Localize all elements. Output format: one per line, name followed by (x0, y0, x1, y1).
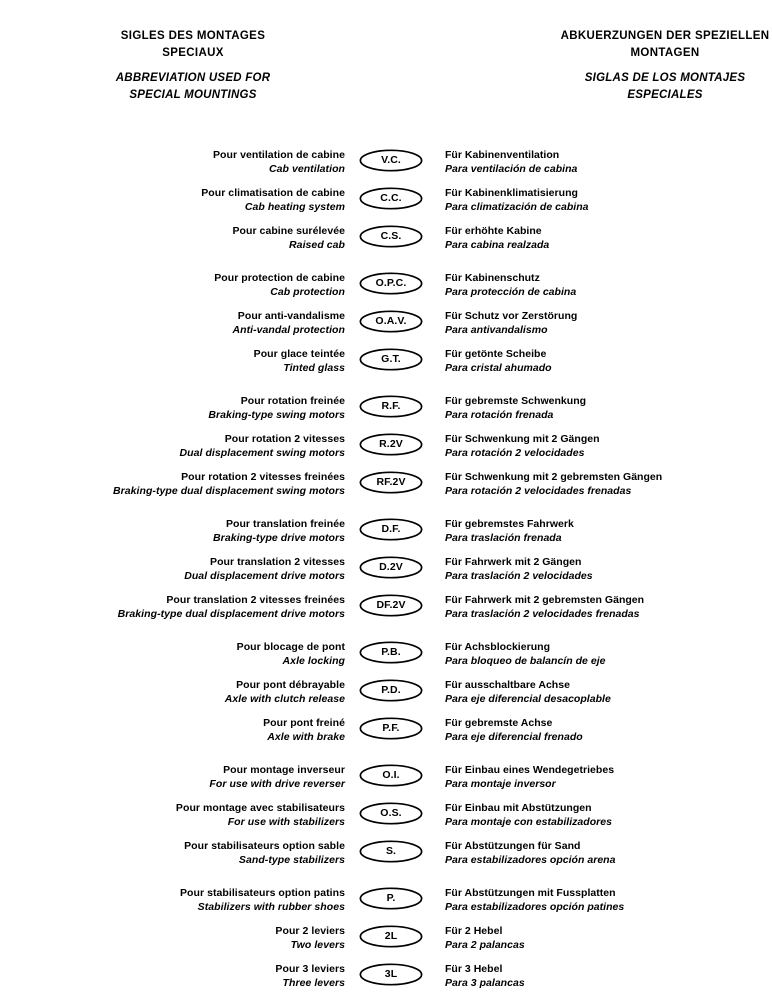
abbreviation-code: P.B. (381, 646, 401, 659)
abbreviation-code: P. (386, 892, 396, 905)
row-text-french: Pour translation freinée (225, 518, 345, 530)
row-source-text-fr-en (0, 271, 345, 299)
row-source-text-de-es (445, 886, 772, 914)
row-source-text-de-es (445, 470, 772, 498)
row-source-text-de-es (445, 801, 772, 829)
row-source-text-fr-en (0, 470, 345, 498)
row-source-text-fr-en (0, 394, 345, 422)
row-text-french: Pour ventilation de cabine (213, 149, 345, 161)
abbreviation-code: R.2V (379, 438, 403, 451)
row-text-german: Für Fahrwerk mit 2 Gängen (445, 556, 582, 568)
row-text-german: Für Schwenkung mit 2 gebremsten Gängen (445, 471, 663, 483)
abbreviation-group (0, 148, 772, 262)
row-text-french: Pour 3 leviers (275, 963, 345, 975)
abbreviation-row (0, 962, 772, 1000)
row-text-spanish: Para rotación frenada (445, 409, 554, 421)
row-source-text-de-es (445, 394, 772, 422)
row-text-english: Axle with brake (267, 731, 345, 743)
row-text-spanish: Para 3 palancas (445, 977, 525, 989)
row-text-spanish: Para cabina realzada (445, 239, 550, 251)
row-text-spanish: Para protección de cabina (445, 286, 577, 298)
row-text-english: Anti-vandal protection (232, 324, 345, 336)
row-source-text-de-es (445, 309, 772, 337)
row-text-english: Dual displacement drive motors (184, 570, 345, 582)
row-text-german: Für Einbau mit Abstützungen (445, 802, 592, 814)
abbreviation-row (0, 470, 772, 508)
row-text-spanish: Para rotación 2 velocidades frenadas (445, 485, 632, 497)
row-text-spanish: Para 2 palancas (445, 939, 525, 951)
row-source-text-de-es (445, 839, 772, 867)
row-source-text-fr-en (0, 640, 345, 668)
row-text-english: Braking-type dual displacement swing motors (112, 485, 345, 497)
row-source-text-fr-en (0, 347, 345, 375)
abbreviation-row (0, 640, 772, 678)
row-text-french: Pour translation 2 vitesses (210, 556, 345, 568)
abbreviation-row (0, 517, 772, 555)
abbreviation-row (0, 394, 772, 432)
row-source-text-de-es (445, 271, 772, 299)
row-text-german: Für Achsblockierung (445, 641, 551, 653)
abbreviation-code: DF.2V (376, 599, 406, 612)
abbreviation-row (0, 148, 772, 186)
abbreviation-code-badge (359, 802, 423, 825)
abbreviation-row (0, 839, 772, 877)
row-source-text-fr-en (0, 432, 345, 460)
row-text-french: Pour stabilisateurs option patins (179, 887, 345, 899)
row-source-text-de-es (445, 962, 772, 990)
row-text-english: Cab ventilation (268, 163, 345, 175)
row-text-spanish: Para eje diferencial desacoplable (445, 693, 611, 705)
abbreviation-code-badge (359, 887, 423, 910)
row-text-spanish: Para traslación frenada (445, 532, 562, 544)
abbreviation-row (0, 271, 772, 309)
row-text-spanish: Para montaje inversor (445, 778, 556, 790)
abbreviation-row (0, 886, 772, 924)
row-text-german: Für Schutz vor Zerstörung (445, 310, 578, 322)
row-text-english: Dual displacement swing motors (179, 447, 345, 459)
abbreviation-code-badge (359, 149, 423, 172)
abbreviation-code: 2L (384, 930, 398, 943)
row-source-text-de-es (445, 716, 772, 744)
abbreviation-code: P.D. (381, 684, 401, 697)
row-text-spanish: Para montaje con estabilizadores (445, 816, 612, 828)
abbreviation-code-badge (359, 433, 423, 456)
row-text-german: Für Einbau eines Wendegetriebes (445, 764, 615, 776)
row-text-english: Three levers (282, 977, 345, 989)
row-source-text-fr-en (0, 678, 345, 706)
row-text-english: Cab heating system (244, 201, 345, 213)
row-text-french: Pour pont débrayable (236, 679, 345, 691)
header-left-secondary-line-2: SPECIAL MOUNTINGS (129, 88, 257, 101)
row-source-text-de-es (445, 347, 772, 375)
row-text-german: Für getönte Scheibe (445, 348, 547, 360)
header-left (0, 28, 438, 103)
row-text-french: Pour climatisation de cabine (201, 187, 345, 199)
abbreviation-code: O.S. (380, 807, 402, 820)
abbreviation-code-badge (359, 679, 423, 702)
row-text-german: Für Fahrwerk mit 2 gebremsten Gängen (445, 594, 645, 606)
row-text-french: Pour stabilisateurs option sable (184, 840, 345, 852)
row-text-german: Für gebremstes Fahrwerk (445, 518, 574, 530)
abbreviation-list (0, 148, 772, 1000)
row-source-text-fr-en (0, 763, 345, 791)
row-text-french: Pour pont freiné (263, 717, 345, 729)
row-source-text-fr-en (0, 924, 345, 952)
abbreviation-code-badge (359, 348, 423, 371)
row-text-english: Axle locking (282, 655, 345, 667)
row-text-spanish: Para eje diferencial frenado (445, 731, 583, 743)
row-text-french: Pour anti-vandalisme (237, 310, 345, 322)
row-text-english: Axle with clutch release (224, 693, 345, 705)
row-text-spanish: Para traslación 2 velocidades (445, 570, 593, 582)
abbreviation-code: O.A.V. (375, 315, 407, 328)
row-text-spanish: Para cristal ahumado (445, 362, 552, 374)
row-source-text-fr-en (0, 309, 345, 337)
abbreviation-code-badge (359, 395, 423, 418)
row-text-german: Für gebremste Achse (445, 717, 553, 729)
header-left-primary-line-1: SIGLES DES MONTAGES (120, 30, 266, 42)
abbreviation-row (0, 593, 772, 631)
abbreviation-row (0, 678, 772, 716)
abbreviation-code-badge (359, 518, 423, 541)
row-source-text-de-es (445, 555, 772, 583)
abbreviation-row (0, 555, 772, 593)
row-source-text-de-es (445, 593, 772, 621)
row-source-text-fr-en (0, 517, 345, 545)
abbreviation-row (0, 309, 772, 347)
row-text-spanish: Para antivandalismo (445, 324, 548, 336)
row-text-french: Pour cabine surélevée (232, 225, 345, 237)
abbreviation-code-badge (359, 764, 423, 787)
abbreviation-code-badge (359, 471, 423, 494)
row-source-text-de-es (445, 186, 772, 214)
row-source-text-fr-en (0, 716, 345, 744)
row-source-text-de-es (445, 432, 772, 460)
abbreviation-code: G.T. (381, 353, 401, 366)
header-right-primary-line-2: MONTAGEN (630, 46, 700, 59)
row-text-french: Pour rotation freinée (240, 395, 345, 407)
row-source-text-fr-en (0, 224, 345, 252)
row-text-german: Für Kabinenschutz (445, 272, 540, 284)
row-source-text-fr-en (0, 148, 345, 176)
row-source-text-de-es (445, 924, 772, 952)
row-source-text-fr-en (0, 962, 345, 990)
header-right (438, 28, 772, 103)
abbreviation-row (0, 924, 772, 962)
row-text-french: Pour blocage de pont (236, 641, 345, 653)
abbreviation-code-badge (359, 717, 423, 740)
abbreviation-row (0, 224, 772, 262)
row-source-text-fr-en (0, 186, 345, 214)
row-text-english: Raised cab (289, 239, 345, 251)
row-source-text-fr-en (0, 555, 345, 583)
row-text-english: Braking-type dual displacement drive motors (117, 608, 345, 620)
abbreviation-code: C.S. (380, 230, 402, 243)
row-source-text-de-es (445, 148, 772, 176)
row-text-german: Für 3 Hebel (445, 963, 503, 975)
row-text-english: Tinted glass (283, 362, 345, 374)
abbreviation-row (0, 347, 772, 385)
row-source-text-fr-en (0, 801, 345, 829)
abbreviation-code: D.2V (379, 561, 403, 574)
row-source-text-de-es (445, 224, 772, 252)
abbreviation-code-badge (359, 641, 423, 664)
abbreviation-code: O.P.C. (375, 277, 407, 290)
row-text-german: Für 2 Hebel (445, 925, 503, 937)
page-headers (0, 28, 772, 103)
row-text-german: Für gebremste Schwenkung (445, 395, 587, 407)
header-left-secondary-line-1: ABBREVIATION USED FOR (115, 72, 271, 84)
row-text-english: Two levers (290, 939, 345, 951)
abbreviation-group (0, 763, 772, 877)
row-text-german: Für Schwenkung mit 2 Gängen (445, 433, 600, 445)
header-right-primary-line-1: ABKUERZUNGEN DER SPEZIELLEN (560, 30, 770, 42)
row-text-german: Für ausschaltbare Achse (445, 679, 570, 691)
row-text-english: Stabilizers with rubber shoes (197, 901, 345, 913)
row-text-french: Pour protection de cabine (214, 272, 345, 284)
abbreviation-group (0, 886, 772, 1000)
row-text-english: Sand-type stabilizers (238, 854, 345, 866)
header-left-secondary (0, 70, 386, 103)
abbreviation-code-badge (359, 225, 423, 248)
row-source-text-fr-en (0, 839, 345, 867)
abbreviation-code: V.C. (381, 154, 401, 167)
row-text-french: Pour glace teintée (253, 348, 345, 360)
abbreviation-group (0, 394, 772, 508)
abbreviation-code: D.F. (381, 523, 401, 536)
abbreviation-group (0, 271, 772, 385)
row-source-text-de-es (445, 763, 772, 791)
row-text-english: Braking-type swing motors (208, 409, 345, 421)
abbreviation-row (0, 801, 772, 839)
row-text-spanish: Para traslación 2 velocidades frenadas (445, 608, 640, 620)
abbreviation-row (0, 716, 772, 754)
abbreviation-code: R.F. (381, 400, 401, 413)
abbreviation-code-badge (359, 310, 423, 333)
abbreviation-code: P.F. (382, 722, 400, 735)
abbreviation-code: RF.2V (376, 476, 406, 489)
row-text-french: Pour rotation 2 vitesses freinées (181, 471, 345, 483)
abbreviation-code-badge (359, 840, 423, 863)
row-text-spanish: Para estabilizadores opción patines (445, 901, 625, 913)
abbreviation-code-badge (359, 187, 423, 210)
abbreviation-row (0, 763, 772, 801)
row-source-text-de-es (445, 640, 772, 668)
header-right-secondary (472, 70, 772, 103)
row-text-french: Pour montage inverseur (223, 764, 345, 776)
header-right-primary (472, 28, 772, 61)
abbreviation-group (0, 640, 772, 754)
row-text-spanish: Para estabilizadores opción arena (445, 854, 616, 866)
abbreviation-code-badge (359, 272, 423, 295)
row-source-text-fr-en (0, 886, 345, 914)
row-text-german: Für Kabinenventilation (445, 149, 560, 161)
header-left-primary (0, 28, 386, 61)
row-text-german: Für Abstützungen für Sand (445, 840, 581, 852)
row-text-spanish: Para ventilación de cabina (445, 163, 578, 175)
abbreviation-code-badge (359, 925, 423, 948)
abbreviation-group (0, 517, 772, 631)
abbreviation-code: C.C. (380, 192, 402, 205)
row-text-english: For use with stabilizers (227, 816, 345, 828)
abbreviation-code-badge (359, 594, 423, 617)
abbreviation-code: O.I. (382, 769, 400, 782)
row-text-english: Braking-type drive motors (213, 532, 345, 544)
abbreviation-code-badge (359, 556, 423, 579)
row-text-french: Pour translation 2 vitesses freinées (166, 594, 345, 606)
row-text-spanish: Para climatización de cabina (445, 201, 589, 213)
row-text-french: Pour 2 leviers (275, 925, 345, 937)
row-text-spanish: Para bloqueo de balancín de eje (445, 655, 606, 667)
abbreviation-row (0, 186, 772, 224)
header-right-secondary-line-2: ESPECIALES (627, 88, 703, 101)
row-source-text-de-es (445, 517, 772, 545)
row-text-german: Für erhöhte Kabine (445, 225, 542, 237)
row-text-english: Cab protection (270, 286, 345, 298)
abbreviation-row (0, 432, 772, 470)
row-text-german: Für Kabinenklimatisierung (445, 187, 578, 199)
abbreviation-code-badge (359, 963, 423, 986)
row-text-french: Pour montage avec stabilisateurs (175, 802, 345, 814)
row-text-spanish: Para rotación 2 velocidades (445, 447, 585, 459)
row-text-english: For use with drive reverser (209, 778, 345, 790)
header-left-primary-line-2: SPECIAUX (162, 46, 224, 59)
row-source-text-de-es (445, 678, 772, 706)
header-right-secondary-line-1: SIGLAS DE LOS MONTAJES (584, 72, 746, 84)
row-text-french: Pour rotation 2 vitesses (224, 433, 345, 445)
row-source-text-fr-en (0, 593, 345, 621)
abbreviation-code: S. (385, 845, 397, 858)
row-text-german: Für Abstützungen mit Fussplatten (445, 887, 616, 899)
abbreviation-code: 3L (384, 968, 398, 981)
